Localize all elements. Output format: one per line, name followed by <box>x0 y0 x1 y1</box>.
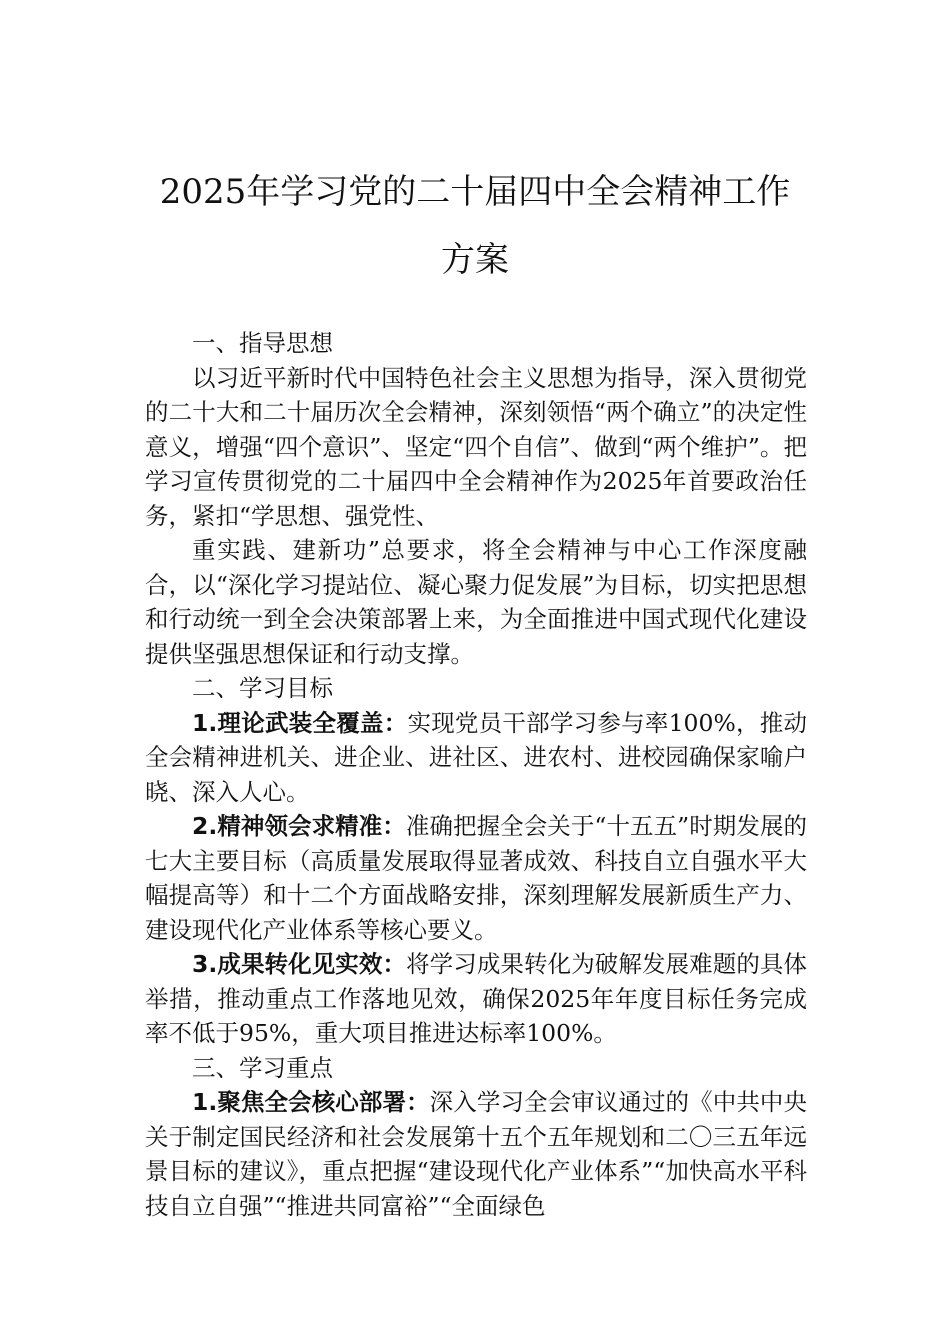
paragraph: 以习近平新时代中国特色社会主义思想为指导，深入贯彻党的二十大和二十届历次全会精神，深刻领悟“两个确立”的决定性意义，增强“四个意识”、坚定“四个自信”、做到“两个维护”。把学习宣传贯彻党的二十届四中全会精神作为2025年首要政治任务，紧扣“学思想、强党性、 <box>145 363 807 530</box>
section-heading-guiding-ideology: 一、指导思想 <box>192 329 333 357</box>
title-line-2: 方案 <box>441 240 509 280</box>
list-item-lead: 1.理论武装全覆盖： <box>192 708 408 737</box>
document-title <box>120 158 830 294</box>
list-item <box>145 947 807 1051</box>
list-item-text: 实现党员干部学习参与率100%，推动全会精神进机关、进企业、进社区、进农村、进校园确保家喻户晓、深入人心。 <box>145 708 808 806</box>
list-item-lead: 2.精神领会求精准： <box>192 812 406 840</box>
section-heading-learning-focus: 三、学习重点 <box>192 1053 333 1082</box>
list-item-text: 深入学习全会审议通过的《中共中央关于制定国民经济和社会发展第十五个五年规划和二〇三五年远景目标的建议》，重点把握“建设现代化产业体系”“加快高水平科技自立自强”“推进共同富裕”“全面绿色 <box>145 1088 808 1220</box>
section-heading-learning-goals: 二、学习目标 <box>192 674 333 702</box>
document-body <box>145 326 807 1223</box>
list-item <box>145 809 807 947</box>
list-item <box>145 1085 807 1223</box>
paragraph: 重实践、建新功”总要求，将全会精神与中心工作深度融合，以“深化学习提站位、凝心聚力促发展”为目标，切实把思想和行动统一到全会决策部署上来，为全面推进中国式现代化建设提供坚强思想保证和行动支撑。 <box>145 536 807 668</box>
list-item-text: 准确把握全会关于“十五五”时期发展的七大主要目标（高质量发展取得显著成效、科技自立自强水平大幅提高等）和十二个方面战略安排，深刻理解发展新质生产力、建设现代化产业体系等核心要义。 <box>145 812 808 944</box>
list-item <box>145 706 807 810</box>
title-line-1: 2025年学习党的二十届四中全会精神工作 <box>159 172 791 212</box>
list-item-lead: 3.成果转化见实效： <box>192 950 407 978</box>
list-item-text: 将学习成果转化为破解发展难题的具体举措，推动重点工作落地见效，确保2025年年度目标任务完成率不低于95%，重大项目推进达标率100%。 <box>145 950 807 1047</box>
list-item-lead: 1.聚焦全会核心部署： <box>192 1088 430 1116</box>
